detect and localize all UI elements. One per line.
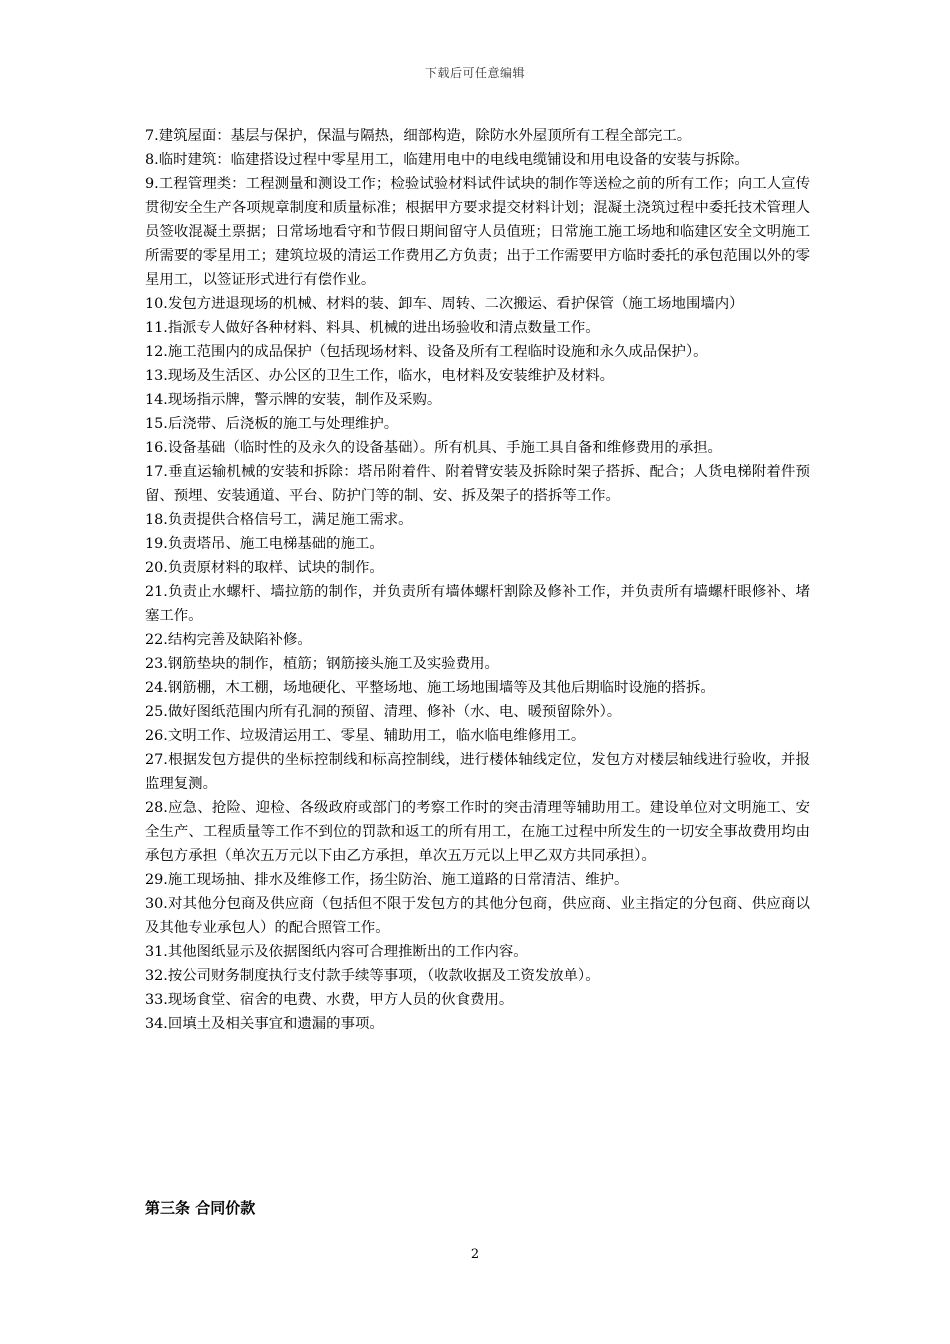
list-item: 18.负责提供合格信号工，满足施工需求。 [145, 512, 413, 528]
list-item: 23.钢筋垫块的制作，植筋；钢筋接头施工及实验费用。 [145, 656, 499, 672]
list-item: 10.发包方进退现场的机械、材料的装、卸车、周转、二次搬运、看护保管（施工场地围墙内） [145, 296, 744, 312]
header-note: 下载后可任意编辑 [424, 66, 525, 80]
list-item: 20.负责原材料的取样、试块的制作。 [145, 560, 384, 576]
list-item: 13.现场及生活区、办公区的卫生工作，临水，电材料及安装维护及材料。 [145, 368, 614, 384]
list-item: 33.现场食堂、宿舍的电费、水费，甲方人员的伙食费用。 [145, 992, 514, 1008]
page-number: 2 [470, 1247, 480, 1262]
list-item: 31.其他图纸显示及依据图纸内容可合理推断出的工作内容。 [145, 944, 528, 960]
list-item: 17.垂直运输机械的安装和拆除：塔吊附着件、附着臂安装及拆除时架子搭拆、配合；人货电梯附着件预留、预埋、安装通道、平台、防护门等的制、安、拆及架子的搭拆等工作。 [145, 464, 810, 504]
list-item: 29.施工现场抽、排水及维修工作，扬尘防治、施工道路的日常清洁、维护。 [145, 872, 629, 888]
list-item: 25.做好图纸范围内所有孔洞的预留、清理、修补（水、电、暖预留除外）。 [145, 704, 622, 720]
list-item: 32.按公司财务制度执行支付款手续等事项，（收款收据及工资发放单）。 [145, 968, 600, 984]
list-item: 24.钢筋棚，木工棚，场地硬化、平整场地、施工场地围墙等及其他后期临时设施的搭拆。 [145, 680, 715, 696]
list-item: 28.应急、抢险、迎检、各级政府或部门的考察工作时的突击清理等辅助用工。建设单位对文明施工、安全生产、工程质量等工作不到位的罚款和返工的所有用工，在施工过程中所发生的一切安全事故费用均由承包方承担（单次五万元以下由乙方承担，单次五万元以上甲乙双方共同承担）。 [145, 800, 810, 864]
list-item: 30.对其他分包商及供应商（包括但不限于发包方的其他分包商，供应商、业主指定的分包商、供应商以及其他专业承包人）的配合照管工作。 [145, 896, 810, 936]
list-item: 9.工程管理类：工程测量和测设工作；检验试验材料试件试块的制作等送检之前的所有工作；向工人宣传贯彻安全生产各项规章制度和质量标准；根据甲方要求提交材料计划；混凝土浇筑过程中委托技术管理人员签收混凝土票据；日常场地看守和节假日期间留守人员值班；日常施工施工场地和临建区安全文明施工所需要的零星用工；建筑垃圾的清运工作费用乙方负责；出于工作需要甲方临时委托的承包范围以外的零星用工，以签证形式进行有偿作业。 [145, 176, 810, 288]
list-item: 14.现场指示牌，警示牌的安装，制作及采购。 [145, 392, 442, 408]
section-title: 第三条 合同价款 [145, 1199, 256, 1217]
list-item: 26.文明工作、垃圾清运用工、零星、辅助用工，临水临电维修用工。 [145, 728, 586, 744]
list-item: 12.施工范围内的成品保护（包括现场材料、设备及所有工程临时设施和永久成品保护）。 [145, 344, 708, 360]
list-item: 15.后浇带、后浇板的施工与处理维护。 [145, 416, 399, 432]
list-item: 11.指派专人做好各种材料、料具、机械的进出场验收和清点数量工作。 [145, 320, 600, 336]
list-item: 7.建筑屋面：基层与保护，保温与隔热，细部构造，除防水外屋顶所有工程全部完工。 [145, 128, 692, 144]
list-item: 8.临时建筑：临建搭设过程中零星用工，临建用电中的电线电缆铺设和用电设备的安装与拆除。 [145, 152, 749, 168]
list-item: 22.结构完善及缺陷补修。 [145, 632, 312, 648]
list-item: 21.负责止水螺杆、墙拉筋的制作，并负责所有墙体螺杆割除及修补工作，并负责所有墙螺杆眼修补、堵塞工作。 [145, 584, 810, 624]
list-item: 34.回填土及相关事宜和遗漏的事项。 [145, 1016, 384, 1032]
clause-list [145, 124, 810, 1036]
list-item: 19.负责塔吊、施工电梯基础的施工。 [145, 536, 384, 552]
list-item: 27.根据发包方提供的坐标控制线和标高控制线，进行楼体轴线定位，发包方对楼层轴线进行验收，并报监理复测。 [145, 752, 810, 792]
list-item: 16.设备基础（临时性的及永久的设备基础）。所有机具、手施工具自备和维修费用的承担。 [145, 440, 722, 456]
